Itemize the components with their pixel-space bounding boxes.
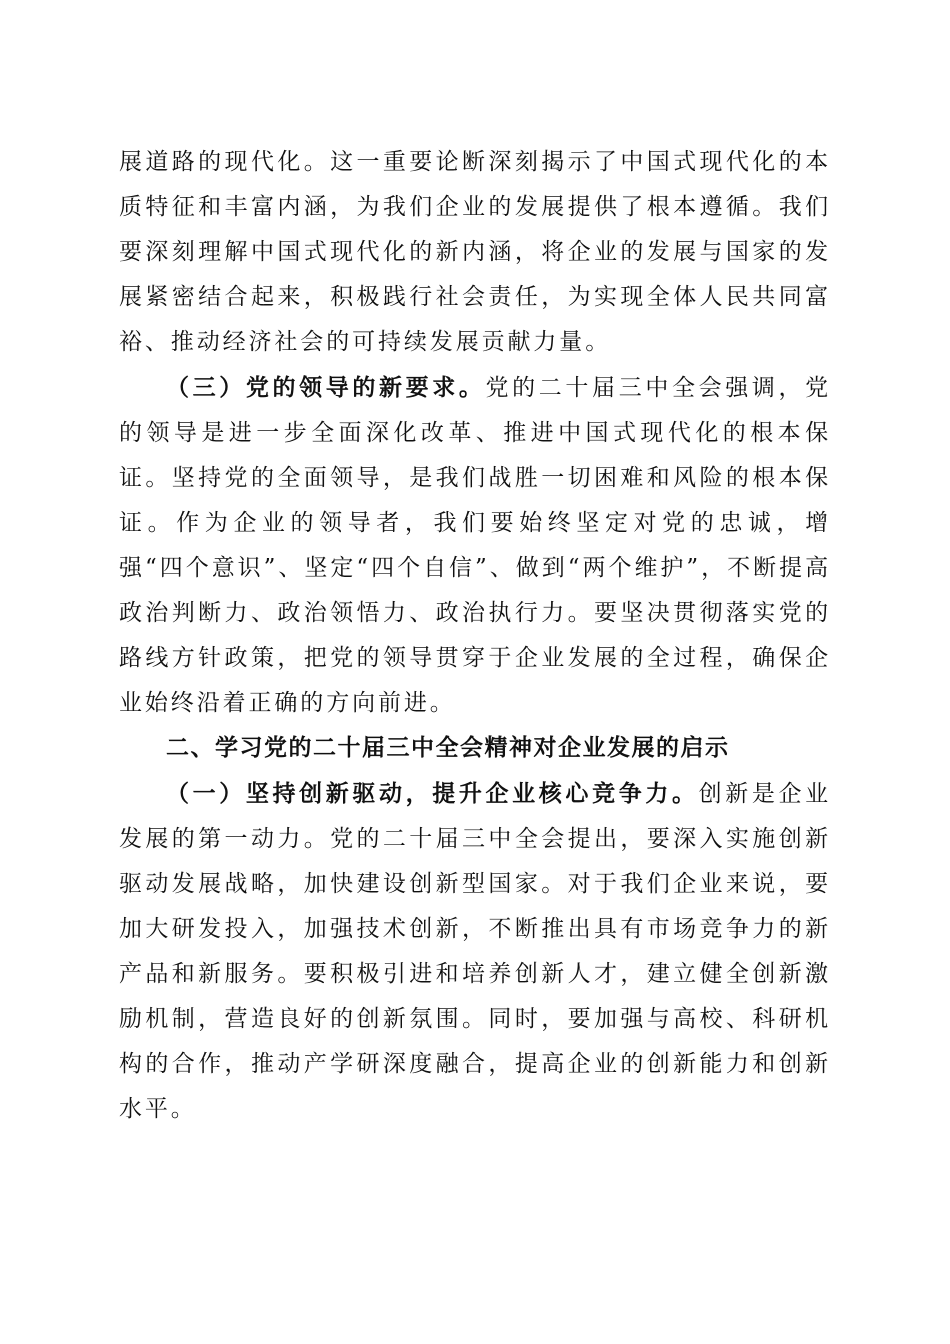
body-paragraph-continuation	[119, 140, 831, 365]
document-page	[119, 140, 831, 1132]
body-paragraph-innovation	[119, 771, 831, 1132]
subsection-lead: （一）坚持创新驱动，提升企业核心竞争力。	[166, 780, 699, 807]
paragraph-text: 党的二十届三中全会强调，党的领导是进一步全面深化改革、推进中国式现代化的根本保证。坚持党的全面领导，是我们战胜一切困难和风险的根本保证。作为企业的领导者，我们要始终坚定对党的忠诚，增强“四个意识”、坚定“四个自信”、做到“两个维护”，不断提高政治判断力、政治领悟力、政治执行力。要坚决贯彻落实党的路线方针政策，把党的领导贯穿于企业发展的全过程，确保企业始终沿着正确的方向前进。	[119, 375, 831, 716]
subsection-lead: （三）党的领导的新要求。	[166, 374, 486, 401]
body-paragraph-party-leadership	[119, 365, 831, 726]
paragraph-text: 展道路的现代化。这一重要论断深刻揭示了中国式现代化的本质特征和丰富内涵，为我们企业的发展提供了根本遵循。我们要深刻理解中国式现代化的新内涵，将企业的发展与国家的发展紧密结合起来，积极践行社会责任，为实现全体人民共同富裕、推动经济社会的可持续发展贡献力量。	[119, 149, 831, 355]
section-heading: 二、学习党的二十届三中全会精神对企业发展的启示	[166, 735, 730, 761]
paragraph-text: 创新是企业发展的第一动力。党的二十届三中全会提出，要深入实施创新驱动发展战略，加快建设创新型国家。对于我们企业来说，要加大研发投入，加强技术创新，不断推出具有市场竞争力的新产品和新服务。要积极引进和培养创新人才，建立健全创新激励机制，营造良好的创新氛围。同时，要加强与高校、科研机构的合作，推动产学研深度融合，提高企业的创新能力和创新水平。	[119, 781, 832, 1122]
